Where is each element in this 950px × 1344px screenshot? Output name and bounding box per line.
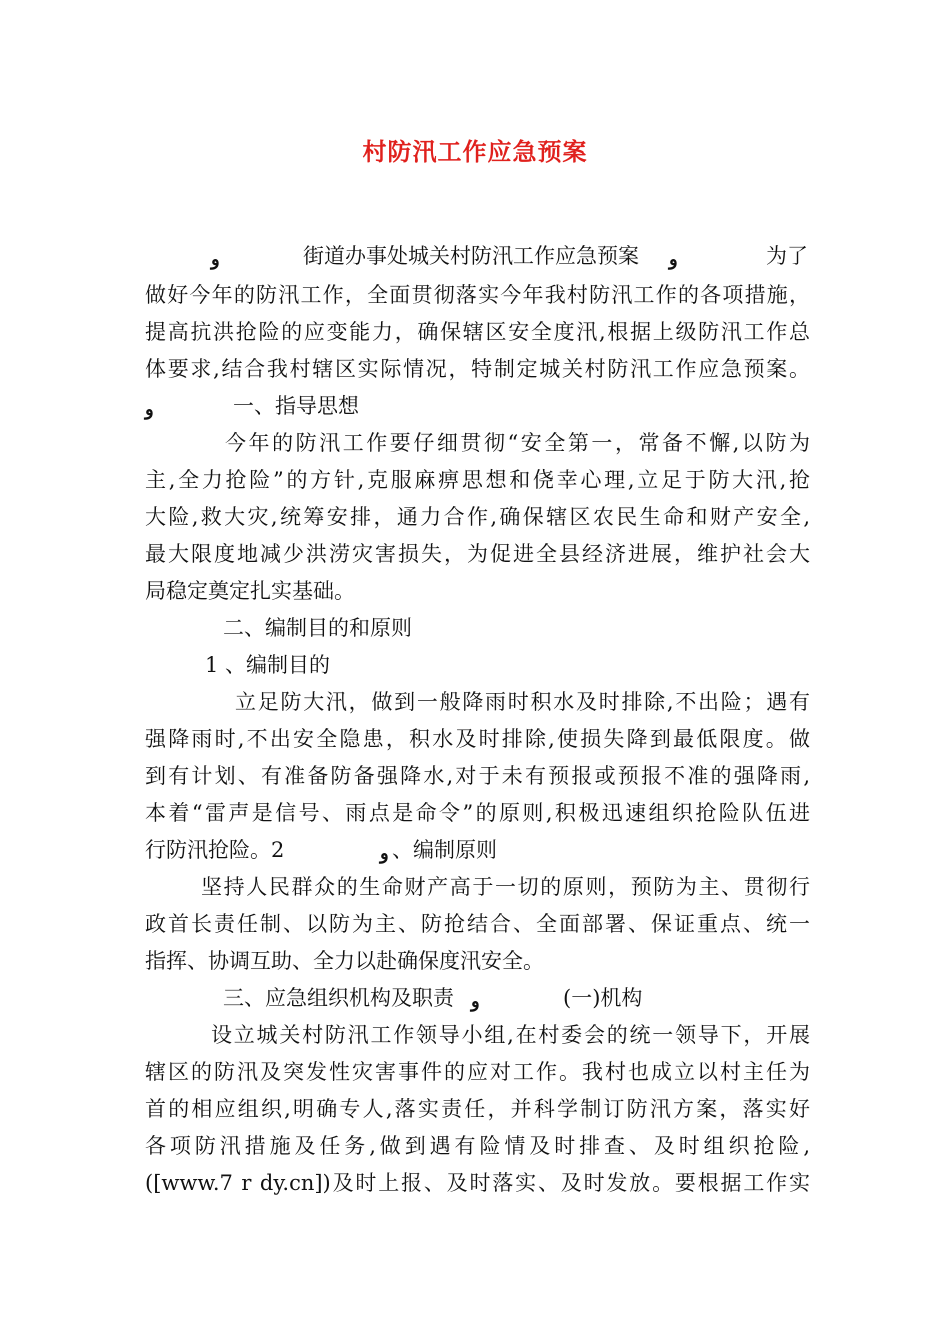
paragraph-line <box>145 835 810 865</box>
paragraph-line: 各项防汛措施及任务,做到遇有险情及时排查、及时组织抢险, <box>145 1134 810 1158</box>
subsection-heading <box>145 650 810 680</box>
text-run: 、编制原则 <box>392 838 497 862</box>
text-run: 立足防大汛，做到一般降雨时积水及时排除,不出险；遇有 <box>235 690 810 714</box>
marker-glyph: ﻭ <box>669 249 678 270</box>
paragraph-line <box>145 872 810 902</box>
section-heading <box>145 613 810 643</box>
paragraph-line: 首的相应组织,明确专人,落实责任，并科学制订防汛方案，落实好 <box>145 1097 810 1121</box>
paragraph-line <box>145 1020 810 1050</box>
paragraph-line: 强降雨时,不出安全隐患，积水及时排除,使损失降到最低限度。做 <box>145 727 810 751</box>
heading-text: 1 、编制目的 <box>205 653 331 677</box>
paragraph-line: 到有计划、有准备防备强降水,对于未有预报或预报不准的强降雨, <box>145 764 810 788</box>
marker-glyph: ﻭ <box>145 399 154 420</box>
heading-text: 一、指导思想 <box>233 394 359 418</box>
text-run: 坚持人民群众的生命财产高于一切的原则，预防为主、贯彻行 <box>201 875 810 899</box>
paragraph-line: 提高抗洪抢险的应变能力，确保辖区安全度汛,根据上级防汛工作总 <box>145 320 810 344</box>
heading-text: (一)机构 <box>563 986 643 1010</box>
paragraph-line: 政首长责任制、以防为主、防抢结合、全面部署、保证重点、统一 <box>145 912 810 936</box>
paragraph-line: 做好今年的防汛工作，全面贯彻落实今年我村防汛工作的各项措施， <box>145 283 810 307</box>
paragraph-line: 辖区的防汛及突发性灾害事件的应对工作。我村也成立以村主任为 <box>145 1060 810 1084</box>
paragraph-line: 主,全力抢险”的方针,克服麻痹思想和侥幸心理,立足于防大汛,抢 <box>145 468 810 492</box>
paragraph-line: ([www.7 r dy.cn])及时上报、及时落实、及时发放。要根据工作实 <box>145 1171 810 1195</box>
marker-glyph: ﻭ <box>211 249 220 270</box>
marker-glyph: ﻭ <box>380 843 389 864</box>
paragraph-line: 局稳定奠定扎实基础。 <box>145 579 355 603</box>
paragraph-line: 指挥、协调互助、全力以赴确保度汛安全。 <box>145 949 544 973</box>
text-run: 为了 <box>766 244 808 268</box>
text-run: 行防汛抢险。2 <box>145 838 285 862</box>
paragraph-line: 大险,救大灾,统筹安排，通力合作,确保辖区农民生命和财产安全, <box>145 505 810 529</box>
paragraph-line <box>145 428 810 458</box>
text-run: 街道办事处城关村防汛工作应急预案 <box>303 244 639 268</box>
paragraph-line: 本着“雷声是信号、雨点是命令”的原则,积极迅速组织抢险队伍进 <box>145 801 810 825</box>
paragraph-line: 体要求,结合我村辖区实际情况，特制定城关村防汛工作应急预案。 <box>145 357 810 381</box>
text-run: 今年的防汛工作要仔细贯彻“安全第一，常备不懈,以防为 <box>225 431 810 455</box>
heading-text: 二、编制目的和原则 <box>223 616 412 640</box>
section-heading <box>145 391 810 421</box>
section-heading <box>145 983 810 1013</box>
heading-text: 三、应急组织机构及职责 <box>223 986 454 1010</box>
paragraph-line <box>145 687 810 717</box>
paragraph-line <box>145 241 810 271</box>
text-run: 设立城关村防汛工作领导小组,在村委会的统一领导下，开展 <box>211 1023 810 1047</box>
document-title: 村防汛工作应急预案 <box>362 137 588 166</box>
marker-glyph: ﻭ <box>471 991 480 1012</box>
paragraph-line: 最大限度地减少洪涝灾害损失，为促进全县经济进展，维护社会大 <box>145 542 810 566</box>
